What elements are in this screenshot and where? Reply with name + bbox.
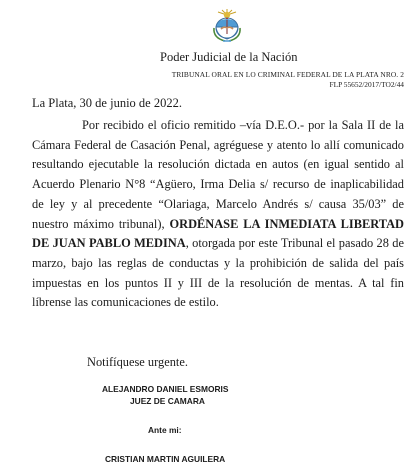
ante-mi-label: Ante mi: (148, 425, 182, 435)
notification-line: Notifíquese urgente. (87, 355, 188, 369)
resolution-paragraph (32, 116, 404, 313)
release-order: ORDÉNASE LA INMEDIATA LIBERTAD DE JUAN PABLO MEDINA (32, 216, 404, 251)
judge-title: JUEZ DE CAMARA (130, 396, 205, 406)
judge-name: ALEJANDRO DANIEL ESMORIS (102, 384, 229, 394)
paragraph-text: Por recibido el oficio remitido –vía D.E.O.- por la Sala II de la Cámara Federal de Casación Penal, agréguese y atento lo allí comunicado resultando ejecutable la resolución dictada en autos (en igual sentido al Acuerdo Plenario N°8 “Agüero, Irma Delia s/ recurso de inaplicabilidad de ley y al precedente “Olariaga, Marcelo Andrés s/ causa 35/03” de nuestro máximo tribunal), (32, 118, 404, 231)
paragraph-text-continued: , otorgada por este Tribunal el pasado 28 de marzo, bajo las reglas de conductas y la prohibición de salida del país impuestas en los puntos II y III de la resolución de mentas. A tal fin líbrense las comunicaciones de estilo. (32, 236, 404, 310)
date-line: La Plata, 30 de junio de 2022. (32, 96, 182, 110)
coat-of-arms-icon (212, 8, 242, 42)
secretary-name: CRISTIAN MARTIN AGUILERA (105, 454, 226, 464)
court-name: Poder Judicial de la Nación (160, 50, 298, 64)
tribunal-line: TRIBUNAL ORAL EN LO CRIMINAL FEDERAL DE LA PLATA NRO. 2 (171, 70, 404, 79)
file-number: FLP 55652/2017/TO2/44 (329, 80, 404, 89)
